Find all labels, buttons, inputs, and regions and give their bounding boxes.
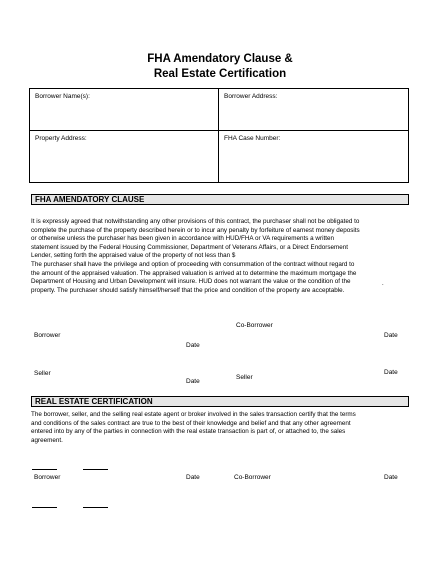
stray-dot: . <box>382 281 384 287</box>
date-label: Date <box>384 474 398 481</box>
fha-case-number-label: FHA Case Number: <box>224 135 281 142</box>
borrower-names-field[interactable] <box>30 89 218 130</box>
seller-label: Seller <box>34 370 51 377</box>
co-borrower-label: Co-Borrower <box>234 474 271 481</box>
seller-label: Seller <box>236 374 253 381</box>
property-address-field[interactable] <box>30 131 218 182</box>
document-title-line2: Real Estate Certification <box>153 68 287 80</box>
certification-line: The borrower, seller, and the selling real estate agent or broker involved in the sales transaction certify that the terms <box>31 411 356 418</box>
certification-heading: REAL ESTATE CERTIFICATION <box>31 396 409 407</box>
certification-line: and conditions of the sales contract are true to the best of their knowledge and belief and that any other agreement <box>31 419 351 427</box>
borrower-address-field[interactable] <box>219 89 408 130</box>
date-label: Date <box>186 474 200 481</box>
date-label: Date <box>384 332 398 339</box>
amendatory-line: The purchaser shall have the privilege and option of proceeding with consummation of the contract without regard to <box>31 260 355 268</box>
property-address-label: Property Address: <box>35 135 87 142</box>
signature-line[interactable] <box>32 507 57 508</box>
borrower-info-grid <box>29 88 409 183</box>
signature-line[interactable] <box>83 469 108 470</box>
date-label: Date <box>186 378 200 385</box>
amendatory-line: complete the purchase of the property described herein or to incur any penalty by forfeiture of earnest money deposits <box>31 226 360 234</box>
amendatory-line: Department of Housing and Urban Development will insure. HUD does not warrant the value or the condition of the <box>31 278 351 286</box>
fha-case-number-field[interactable] <box>219 131 408 182</box>
certification-line: agreement. <box>31 436 63 444</box>
amendatory-line: Lender, setting forth the appraised value of the property of not less than $ <box>31 252 236 260</box>
borrower-label: Borrower <box>34 332 61 339</box>
date-label: Date <box>384 369 398 376</box>
amendatory-line: It is expressly agreed that notwithstanding any other provisions of this contract, the purchaser shall not be obligated to <box>31 218 360 225</box>
amendatory-line: statement issued by the Federal Housing Commissioner, Department of Veterans Affairs, or a Direct Endorsement <box>31 243 348 251</box>
amendatory-clause-heading: FHA AMENDATORY CLAUSE <box>31 194 409 205</box>
document-title-line1: FHA Amendatory Clause & <box>147 53 293 65</box>
certification-text <box>31 411 408 445</box>
date-label: Date <box>186 342 200 349</box>
certification-line: entered into by any of the parties in connection with the real estate transaction is part of, or attached to, the sales <box>31 428 346 436</box>
amendatory-line: the amount of the appraised valuation. The appraised valuation is arrived at to determine the maximum mortgage the <box>31 269 357 277</box>
borrower-label: Borrower <box>34 474 61 481</box>
amendatory-clause-text <box>31 218 408 295</box>
amendatory-line: property. The purchaser should satisfy himself/herself that the price and condition of the property are acceptable. <box>31 286 345 294</box>
signature-line[interactable] <box>83 507 108 508</box>
co-borrower-label: Co-Borrower <box>236 322 273 329</box>
borrower-names-label: Borrower Name(s): <box>35 93 90 100</box>
signature-line[interactable] <box>32 469 57 470</box>
borrower-address-label: Borrower Address: <box>224 93 278 100</box>
amendatory-line: or otherwise unless the purchaser has been given in accordance with HUD/FHA or VA requirements a written <box>31 235 334 243</box>
